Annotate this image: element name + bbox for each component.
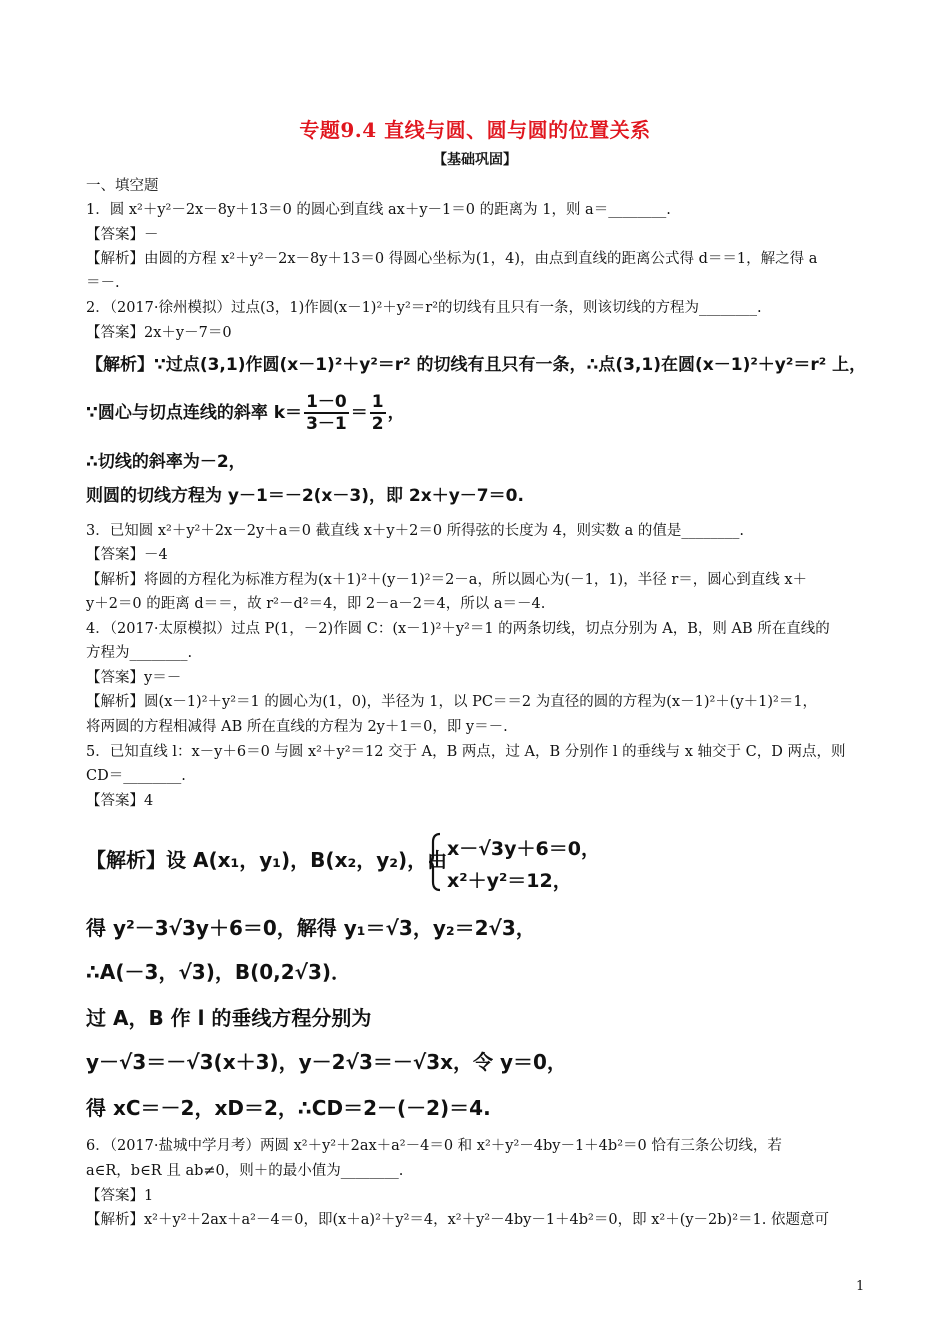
text-line: 【答案】－4 bbox=[86, 547, 168, 563]
fraction bbox=[370, 392, 386, 434]
fraction-numerator: 1 bbox=[371, 392, 384, 412]
solution-text: ， bbox=[387, 403, 405, 423]
solution-line: ∴A(－3，√3)，B(0,2√3)． bbox=[86, 960, 352, 984]
solution-line: 【解析】设 A(x₁，y₁)，B(x₂，y₂)，由 bbox=[86, 848, 448, 872]
section-heading: 【基础巩固】 bbox=[433, 152, 517, 168]
fraction bbox=[304, 392, 349, 434]
text-line: 方程为________. bbox=[86, 645, 193, 661]
solution-line: ∴切线的斜率为－2， bbox=[86, 452, 246, 472]
text-line: a∈R，b∈R 且 ab≠0，则＋的最小值为________. bbox=[86, 1163, 404, 1179]
fraction-denominator: 3－1 bbox=[306, 414, 347, 434]
text-line: 3．已知圆 x²＋y²＋2x－2y＋a＝0 截直线 x＋y＋2＝0 所得弦的长度为 4，则实数 a 的值是________. bbox=[86, 523, 744, 539]
solution-line: y－√3＝－√3(x＋3)，y－2√3＝－√3x，令 y＝0， bbox=[86, 1050, 567, 1074]
fraction-denominator: 2 bbox=[371, 414, 384, 434]
equation-line: x－√3y＋6＝0， bbox=[447, 838, 600, 860]
text-line: 【解析】x²＋y²＋2ax＋a²－4＝0，即(x＋a)²＋y²＝4，x²＋y²－4by－1＋4b²＝0，即 x²＋(y－2b)²＝1. 依题意可 bbox=[86, 1212, 829, 1228]
text-line: 【解析】圆(x－1)²＋y²＝1 的圆心为(1，0)，半径为 1，以 PC＝＝2 为直径的圆的方程为(x－1)²＋(y＋1)²＝1， bbox=[86, 694, 818, 710]
page-number: 1 bbox=[856, 1279, 865, 1294]
text-line: 【答案】2x＋y－7＝0 bbox=[86, 325, 232, 341]
text-line: 6．（2017·盐城中学月考）两圆 x²＋y²＋2ax＋a²－4＝0 和 x²＋y²－4by－1＋4b²＝0 恰有三条公切线，若 bbox=[86, 1138, 782, 1154]
solution-line: 则圆的切线方程为 y－1＝－2(x－3)，即 2x＋y－7＝0. bbox=[86, 486, 524, 506]
text-line: y＋2＝0 的距离 d＝＝，故 r²－d²＝4，即 2－a－2＝4，所以 a＝－4. bbox=[86, 596, 546, 612]
solution-line: 过 A，B 作 l 的垂线方程分别为 bbox=[86, 1006, 372, 1030]
text-line: 4．（2017·太原模拟）过点 P(1，－2)作圆 C：(x－1)²＋y²＝1 的两条切线，切点分别为 A，B，则 AB 所在直线的 bbox=[86, 621, 830, 637]
equals-sign: ＝ bbox=[350, 403, 368, 423]
text-line: 【答案】1 bbox=[86, 1188, 154, 1204]
solution-line bbox=[86, 388, 876, 438]
text-line: CD＝________. bbox=[86, 768, 186, 784]
solution-line: 得 y²－3√3y＋6＝0，解得 y₁＝√3，y₂＝2√3， bbox=[86, 916, 536, 940]
text-line: 【答案】4 bbox=[86, 793, 154, 809]
text-line: 【解析】由圆的方程 x²＋y²－2x－8y＋13＝0 得圆心坐标为(1，4)，由点到直线的距离公式得 d＝＝1，解之得 a bbox=[86, 251, 818, 267]
text-line: 一、填空题 bbox=[86, 178, 159, 194]
text-line: 2．（2017·徐州模拟）过点(3，1)作圆(x－1)²＋y²＝r²的切线有且只有一条，则该切线的方程为________. bbox=[86, 300, 762, 316]
brace-icon bbox=[428, 832, 442, 892]
page-title: 专题9.4 直线与圆、圆与圆的位置关系 bbox=[299, 118, 651, 142]
text-line: 【解析】将圆的方程化为标准方程为(x＋1)²＋(y－1)²＝2－a，所以圆心为(－1，1)，半径 r＝，圆心到直线 x＋ bbox=[86, 572, 808, 588]
fraction-numerator: 1－0 bbox=[306, 392, 347, 412]
text-line: 【答案】y＝－ bbox=[86, 670, 182, 686]
text-line: 将两圆的方程相减得 AB 所在直线的方程为 2y＋1＝0，即 y＝－. bbox=[86, 719, 508, 735]
text-line: 5．已知直线 l：x－y＋6＝0 与圆 x²＋y²＝12 交于 A，B 两点，过 A，B 分别作 l 的垂线与 x 轴交于 C，D 两点，则 bbox=[86, 744, 846, 760]
equation-line: x²＋y²＝12， bbox=[447, 870, 572, 892]
solution-line: 【解析】∵过点(3,1)作圆(x－1)²＋y²＝r² 的切线有且只有一条，∴点(3,1)在圆(x－1)²＋y²＝r² 上， bbox=[86, 355, 867, 375]
text-line: 【答案】－ bbox=[86, 227, 159, 243]
solution-text: ∵圆心与切点连线的斜率 k＝ bbox=[86, 403, 303, 423]
solution-line: 得 xC＝－2，xD＝2，∴CD＝2－(－2)＝4. bbox=[86, 1096, 491, 1120]
text-line: 1．圆 x²＋y²－2x－8y＋13＝0 的圆心到直线 ax＋y－1＝0 的距离为 1，则 a＝________. bbox=[86, 202, 671, 218]
text-line: ＝－. bbox=[86, 275, 120, 291]
